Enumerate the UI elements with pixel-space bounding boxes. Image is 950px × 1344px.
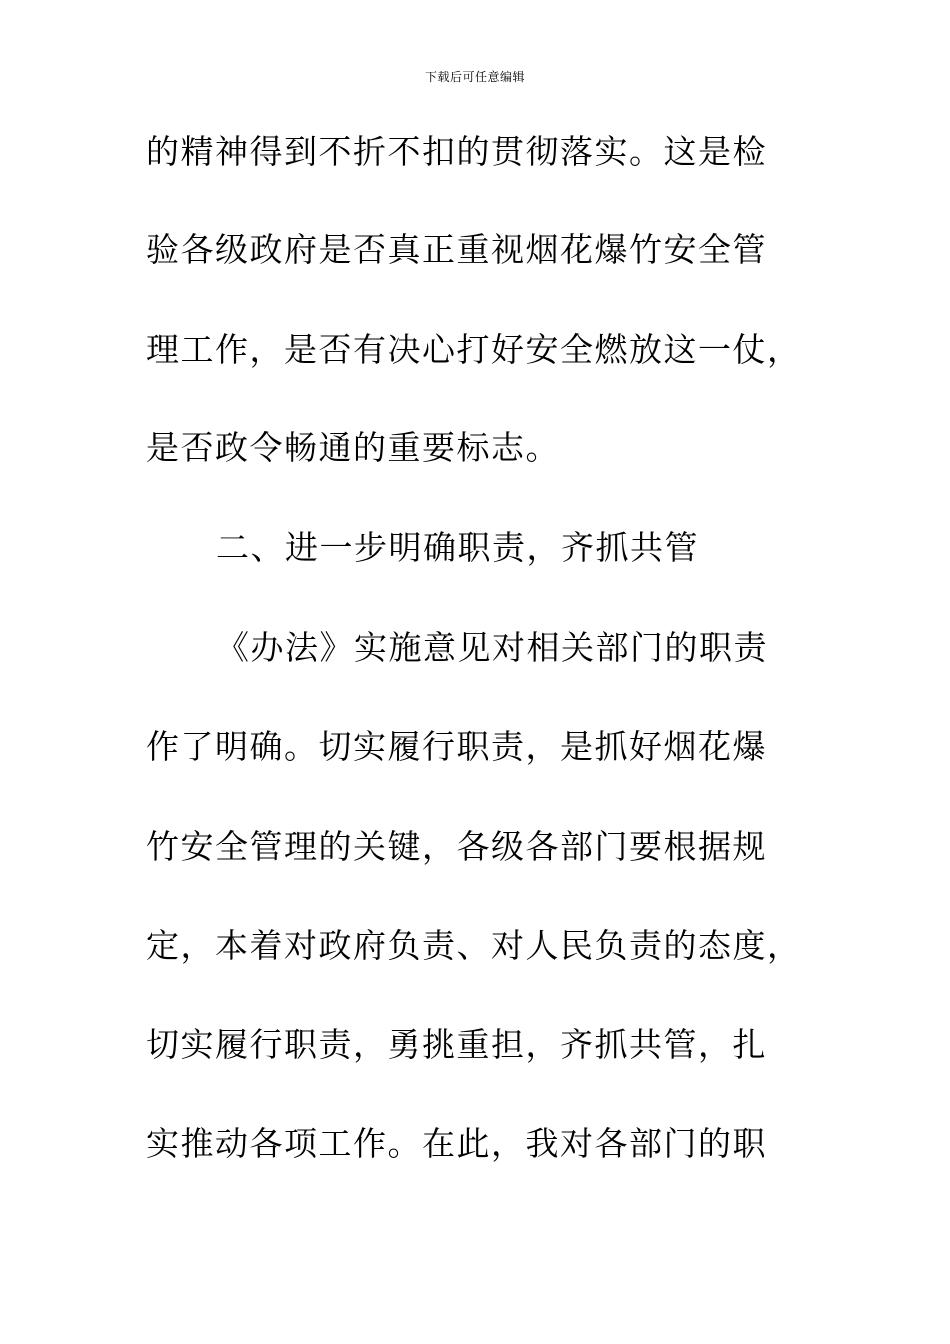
body-line: 竹安全管理的关键，各级各部门要根据规 bbox=[146, 827, 767, 866]
body-line: 实推动各项工作。在此，我对各部门的职 bbox=[146, 1124, 767, 1163]
body-line: 的精神得到不折不扣的贯彻落实。这是检 bbox=[146, 132, 767, 171]
section-heading: 二、进一步明确职责，齐抓共管 bbox=[216, 528, 699, 567]
paragraph-first-line: 《办法》实施意见对相关部门的职责 bbox=[216, 628, 768, 667]
body-line: 是否政令畅通的重要标志。 bbox=[146, 428, 560, 467]
header-note: 下载后可任意编辑 bbox=[424, 70, 525, 84]
body-line: 验各级政府是否真正重视烟花爆竹安全管 bbox=[146, 230, 767, 269]
body-line: 作了明确。切实履行职责，是抓好烟花爆 bbox=[146, 727, 767, 766]
body-line: 切实履行职责，勇挑重担，齐抓共管，扎 bbox=[146, 1025, 767, 1064]
body-line: 理工作，是否有决心打好安全燃放这一仗， bbox=[146, 330, 802, 369]
body-line: 定，本着对政府负责、对人民负责的态度， bbox=[146, 926, 802, 965]
